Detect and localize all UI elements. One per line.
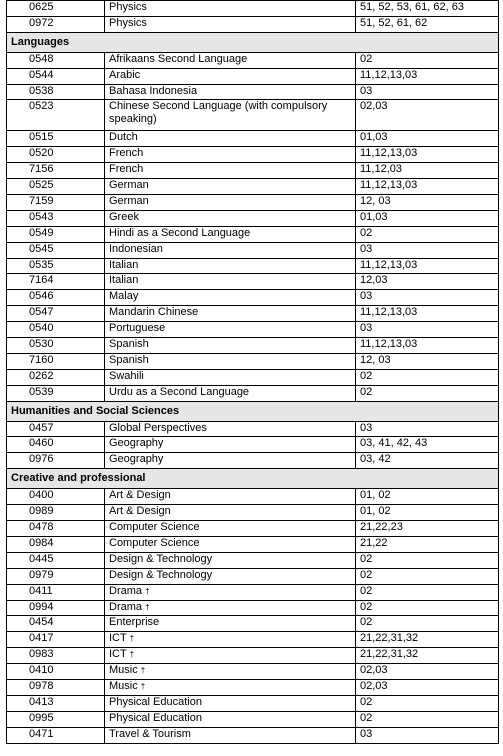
subject-name: Arabic [109, 68, 141, 81]
subject-name: Afrikaans Second Language [109, 52, 248, 65]
syllabus-code: 0545 [7, 242, 105, 258]
subject-cell [105, 505, 356, 521]
syllabus-code: 0978 [7, 679, 105, 695]
syllabus-code: 0417 [7, 632, 105, 648]
syllabus-code: 0262 [7, 369, 105, 385]
components-cell: 51, 52, 53, 61, 62, 63 [356, 1, 499, 17]
components-cell: 11,12,13,03 [356, 306, 499, 322]
table-row [7, 695, 499, 711]
subject-cell [105, 131, 356, 147]
syllabus-code: 0530 [7, 338, 105, 354]
subject-name: Dutch [109, 131, 138, 144]
section-title: Creative and professional [7, 469, 499, 489]
dagger-mark: † [129, 650, 135, 660]
subject-cell [105, 68, 356, 84]
table-row [7, 616, 499, 632]
table-row [7, 505, 499, 521]
subject-cell [105, 84, 356, 100]
subject-cell [105, 242, 356, 258]
subject-cell [105, 695, 356, 711]
subject-cell [105, 147, 356, 163]
components-cell: 03, 41, 42, 43 [356, 437, 499, 453]
subject-cell [105, 568, 356, 584]
subject-cell [105, 536, 356, 552]
syllabus-code: 0547 [7, 306, 105, 322]
subject-name: Computer Science [109, 521, 200, 534]
table-row [7, 421, 499, 437]
subject-name: Music [109, 679, 138, 692]
components-cell: 02 [356, 695, 499, 711]
table-row [7, 258, 499, 274]
subject-name: Spanish [109, 338, 149, 351]
components-cell: 02,03 [356, 664, 499, 680]
syllabus-code: 0972 [7, 16, 105, 32]
subject-name: Music [109, 664, 138, 677]
table-row [7, 306, 499, 322]
components-cell: 51, 52, 61, 62 [356, 16, 499, 32]
subject-cell [105, 16, 356, 32]
components-cell: 11,12,03 [356, 163, 499, 179]
components-cell: 01, 02 [356, 505, 499, 521]
table-row [7, 385, 499, 401]
subject-cell [105, 322, 356, 338]
syllabus-code: 0976 [7, 453, 105, 469]
table-row [7, 521, 499, 537]
syllabus-code: 0995 [7, 711, 105, 727]
components-cell: 02 [356, 711, 499, 727]
components-cell: 02,03 [356, 679, 499, 695]
syllabus-code: 0989 [7, 505, 105, 521]
table-row [7, 437, 499, 453]
components-cell: 02 [356, 385, 499, 401]
components-cell: 02 [356, 369, 499, 385]
components-cell: 11,12,13,03 [356, 258, 499, 274]
subject-cell [105, 521, 356, 537]
syllabus-code: 0540 [7, 322, 105, 338]
subject-name: Physical Education [109, 711, 202, 724]
subject-cell [105, 274, 356, 290]
syllabus-code: 0515 [7, 131, 105, 147]
syllabus-code: 0520 [7, 147, 105, 163]
syllabus-code: 0411 [7, 584, 105, 600]
table-row [7, 369, 499, 385]
subject-cell [105, 616, 356, 632]
syllabus-code: 0548 [7, 52, 105, 68]
components-cell: 02 [356, 552, 499, 568]
section-header-row [7, 469, 499, 489]
table-row [7, 679, 499, 695]
table-row [7, 131, 499, 147]
components-cell: 02 [356, 52, 499, 68]
subject-name: Physics [109, 16, 147, 29]
table-row [7, 338, 499, 354]
subject-cell [105, 552, 356, 568]
components-cell: 02,03 [356, 100, 499, 131]
subject-name: Mandarin Chinese [109, 306, 199, 319]
subject-name: Physics [109, 1, 147, 13]
subject-name: Geography [109, 453, 164, 466]
subject-cell [105, 195, 356, 211]
dagger-mark: † [140, 666, 146, 676]
subject-name: Computer Science [109, 536, 200, 549]
subject-cell [105, 648, 356, 664]
subject-name: Indonesian [109, 242, 163, 255]
subject-cell [105, 421, 356, 437]
dagger-mark: † [145, 602, 150, 612]
table-row [7, 489, 499, 505]
subject-cell [105, 632, 356, 648]
section-title: Languages [7, 32, 499, 52]
table-row [7, 711, 499, 727]
subject-cell [105, 52, 356, 68]
syllabus-code: 0413 [7, 695, 105, 711]
subject-name: French [109, 163, 144, 176]
syllabus-code: 7160 [7, 353, 105, 369]
table-row [7, 210, 499, 226]
subject-components-table-container [6, 0, 498, 744]
table-row [7, 664, 499, 680]
subject-name: Hindi as a Second Language [109, 226, 251, 239]
subject-cell [105, 584, 356, 600]
subject-cell [105, 679, 356, 695]
subject-name: Travel & Tourism [109, 727, 191, 740]
syllabus-code: 7159 [7, 195, 105, 211]
syllabus-code: 0460 [7, 437, 105, 453]
table-row [7, 552, 499, 568]
components-cell: 12, 03 [356, 195, 499, 211]
subject-cell [105, 664, 356, 680]
components-cell: 12,03 [356, 274, 499, 290]
subject-cell [105, 600, 356, 616]
table-row [7, 242, 499, 258]
components-cell: 02 [356, 584, 499, 600]
subject-name: Malay [109, 290, 139, 303]
subject-cell [105, 163, 356, 179]
subject-name: Bahasa Indonesia [109, 84, 198, 97]
subject-name: Art & Design [109, 505, 171, 518]
subject-cell [105, 1, 356, 17]
components-cell: 01, 02 [356, 489, 499, 505]
table-row [7, 163, 499, 179]
table-row [7, 16, 499, 32]
table-row [7, 195, 499, 211]
syllabus-code: 0400 [7, 489, 105, 505]
subject-name: Art & Design [109, 489, 171, 502]
table-row [7, 274, 499, 290]
syllabus-code: 0544 [7, 68, 105, 84]
syllabus-code: 0539 [7, 385, 105, 401]
syllabus-code: 0983 [7, 648, 105, 664]
subject-name: Urdu as a Second Language [109, 385, 250, 398]
subject-cell [105, 290, 356, 306]
table-row [7, 632, 499, 648]
subject-name: Italian [109, 274, 139, 287]
table-row [7, 648, 499, 664]
subject-cell [105, 258, 356, 274]
subject-cell [105, 727, 356, 743]
section-title: Humanities and Social Sciences [7, 401, 499, 421]
table-row [7, 536, 499, 552]
subject-cell [105, 353, 356, 369]
syllabus-code: 7164 [7, 274, 105, 290]
subject-name: Global Perspectives [109, 421, 207, 434]
components-cell: 03 [356, 290, 499, 306]
table-row [7, 322, 499, 338]
syllabus-code: 0454 [7, 616, 105, 632]
syllabus-code: 0478 [7, 521, 105, 537]
components-cell: 03 [356, 84, 499, 100]
subject-name: Portuguese [109, 322, 166, 335]
syllabus-code: 0543 [7, 210, 105, 226]
subject-name: German [109, 195, 149, 208]
subject-components-table [6, 0, 499, 744]
components-cell: 03, 42 [356, 453, 499, 469]
table-row [7, 226, 499, 242]
components-cell: 21,22,31,32 [356, 632, 499, 648]
syllabus-code: 0525 [7, 179, 105, 195]
syllabus-code: 0410 [7, 664, 105, 680]
syllabus-code: 0549 [7, 226, 105, 242]
subject-cell [105, 306, 356, 322]
table-row [7, 147, 499, 163]
components-cell: 02 [356, 616, 499, 632]
syllabus-code: 0535 [7, 258, 105, 274]
components-cell: 11,12,13,03 [356, 147, 499, 163]
table-row [7, 52, 499, 68]
table-body [7, 1, 499, 744]
components-cell: 02 [356, 226, 499, 242]
components-cell: 03 [356, 322, 499, 338]
table-row [7, 453, 499, 469]
dagger-mark: † [145, 586, 150, 596]
subject-name: Italian [109, 258, 139, 271]
syllabus-code: 7156 [7, 163, 105, 179]
subject-cell [105, 385, 356, 401]
syllabus-code: 0625 [7, 1, 105, 17]
syllabus-code: 0979 [7, 568, 105, 584]
subject-name: Drama [109, 584, 143, 597]
syllabus-code: 0984 [7, 536, 105, 552]
components-cell: 12, 03 [356, 353, 499, 369]
subject-cell [105, 338, 356, 354]
table-row [7, 600, 499, 616]
subject-name: Geography [109, 437, 164, 450]
syllabus-code: 0457 [7, 421, 105, 437]
subject-cell [105, 226, 356, 242]
syllabus-code: 0523 [7, 100, 105, 131]
table-row [7, 179, 499, 195]
subject-cell [105, 179, 356, 195]
components-cell: 03 [356, 242, 499, 258]
syllabus-code: 0994 [7, 600, 105, 616]
subject-cell [105, 437, 356, 453]
syllabus-code: 0445 [7, 552, 105, 568]
syllabus-code: 0471 [7, 727, 105, 743]
components-cell: 21,22,31,32 [356, 648, 499, 664]
components-cell: 01,03 [356, 131, 499, 147]
components-cell: 21,22 [356, 536, 499, 552]
subject-name: Design & Technology [109, 552, 213, 565]
components-cell: 21,22,23 [356, 521, 499, 537]
table-row [7, 727, 499, 743]
table-row [7, 100, 499, 131]
components-cell: 03 [356, 421, 499, 437]
subject-cell [105, 210, 356, 226]
components-cell: 02 [356, 568, 499, 584]
subject-cell [105, 100, 356, 131]
table-row [7, 1, 499, 17]
subject-name: Design & Technology [109, 568, 213, 581]
table-row [7, 290, 499, 306]
dagger-mark: † [129, 634, 135, 644]
subject-name: Drama [109, 600, 143, 613]
subject-name: Physical Education [109, 695, 202, 708]
components-cell: 11,12,13,03 [356, 68, 499, 84]
subject-name: ICT [109, 648, 127, 661]
components-cell: 01,03 [356, 210, 499, 226]
table-row [7, 353, 499, 369]
section-header-row [7, 401, 499, 421]
components-cell: 02 [356, 600, 499, 616]
table-row [7, 84, 499, 100]
subject-name: Enterprise [109, 616, 160, 629]
dagger-mark: † [140, 681, 146, 691]
subject-cell [105, 711, 356, 727]
subject-name: ICT [109, 632, 127, 645]
subject-name: French [109, 147, 144, 160]
components-cell: 03 [356, 727, 499, 743]
subject-name: Greek [109, 210, 139, 223]
subject-cell [105, 369, 356, 385]
table-row [7, 68, 499, 84]
subject-name: Swahili [109, 369, 144, 382]
subject-name: German [109, 179, 149, 192]
subject-name: Chinese Second Language (with compulsory speaking) [109, 100, 328, 126]
syllabus-code: 0538 [7, 84, 105, 100]
subject-cell [105, 453, 356, 469]
syllabus-code: 0546 [7, 290, 105, 306]
section-header-row [7, 32, 499, 52]
table-row [7, 568, 499, 584]
components-cell: 11,12,13,03 [356, 338, 499, 354]
table-row [7, 584, 499, 600]
components-cell: 11,12,13,03 [356, 179, 499, 195]
subject-name: Spanish [109, 353, 149, 366]
subject-cell [105, 489, 356, 505]
